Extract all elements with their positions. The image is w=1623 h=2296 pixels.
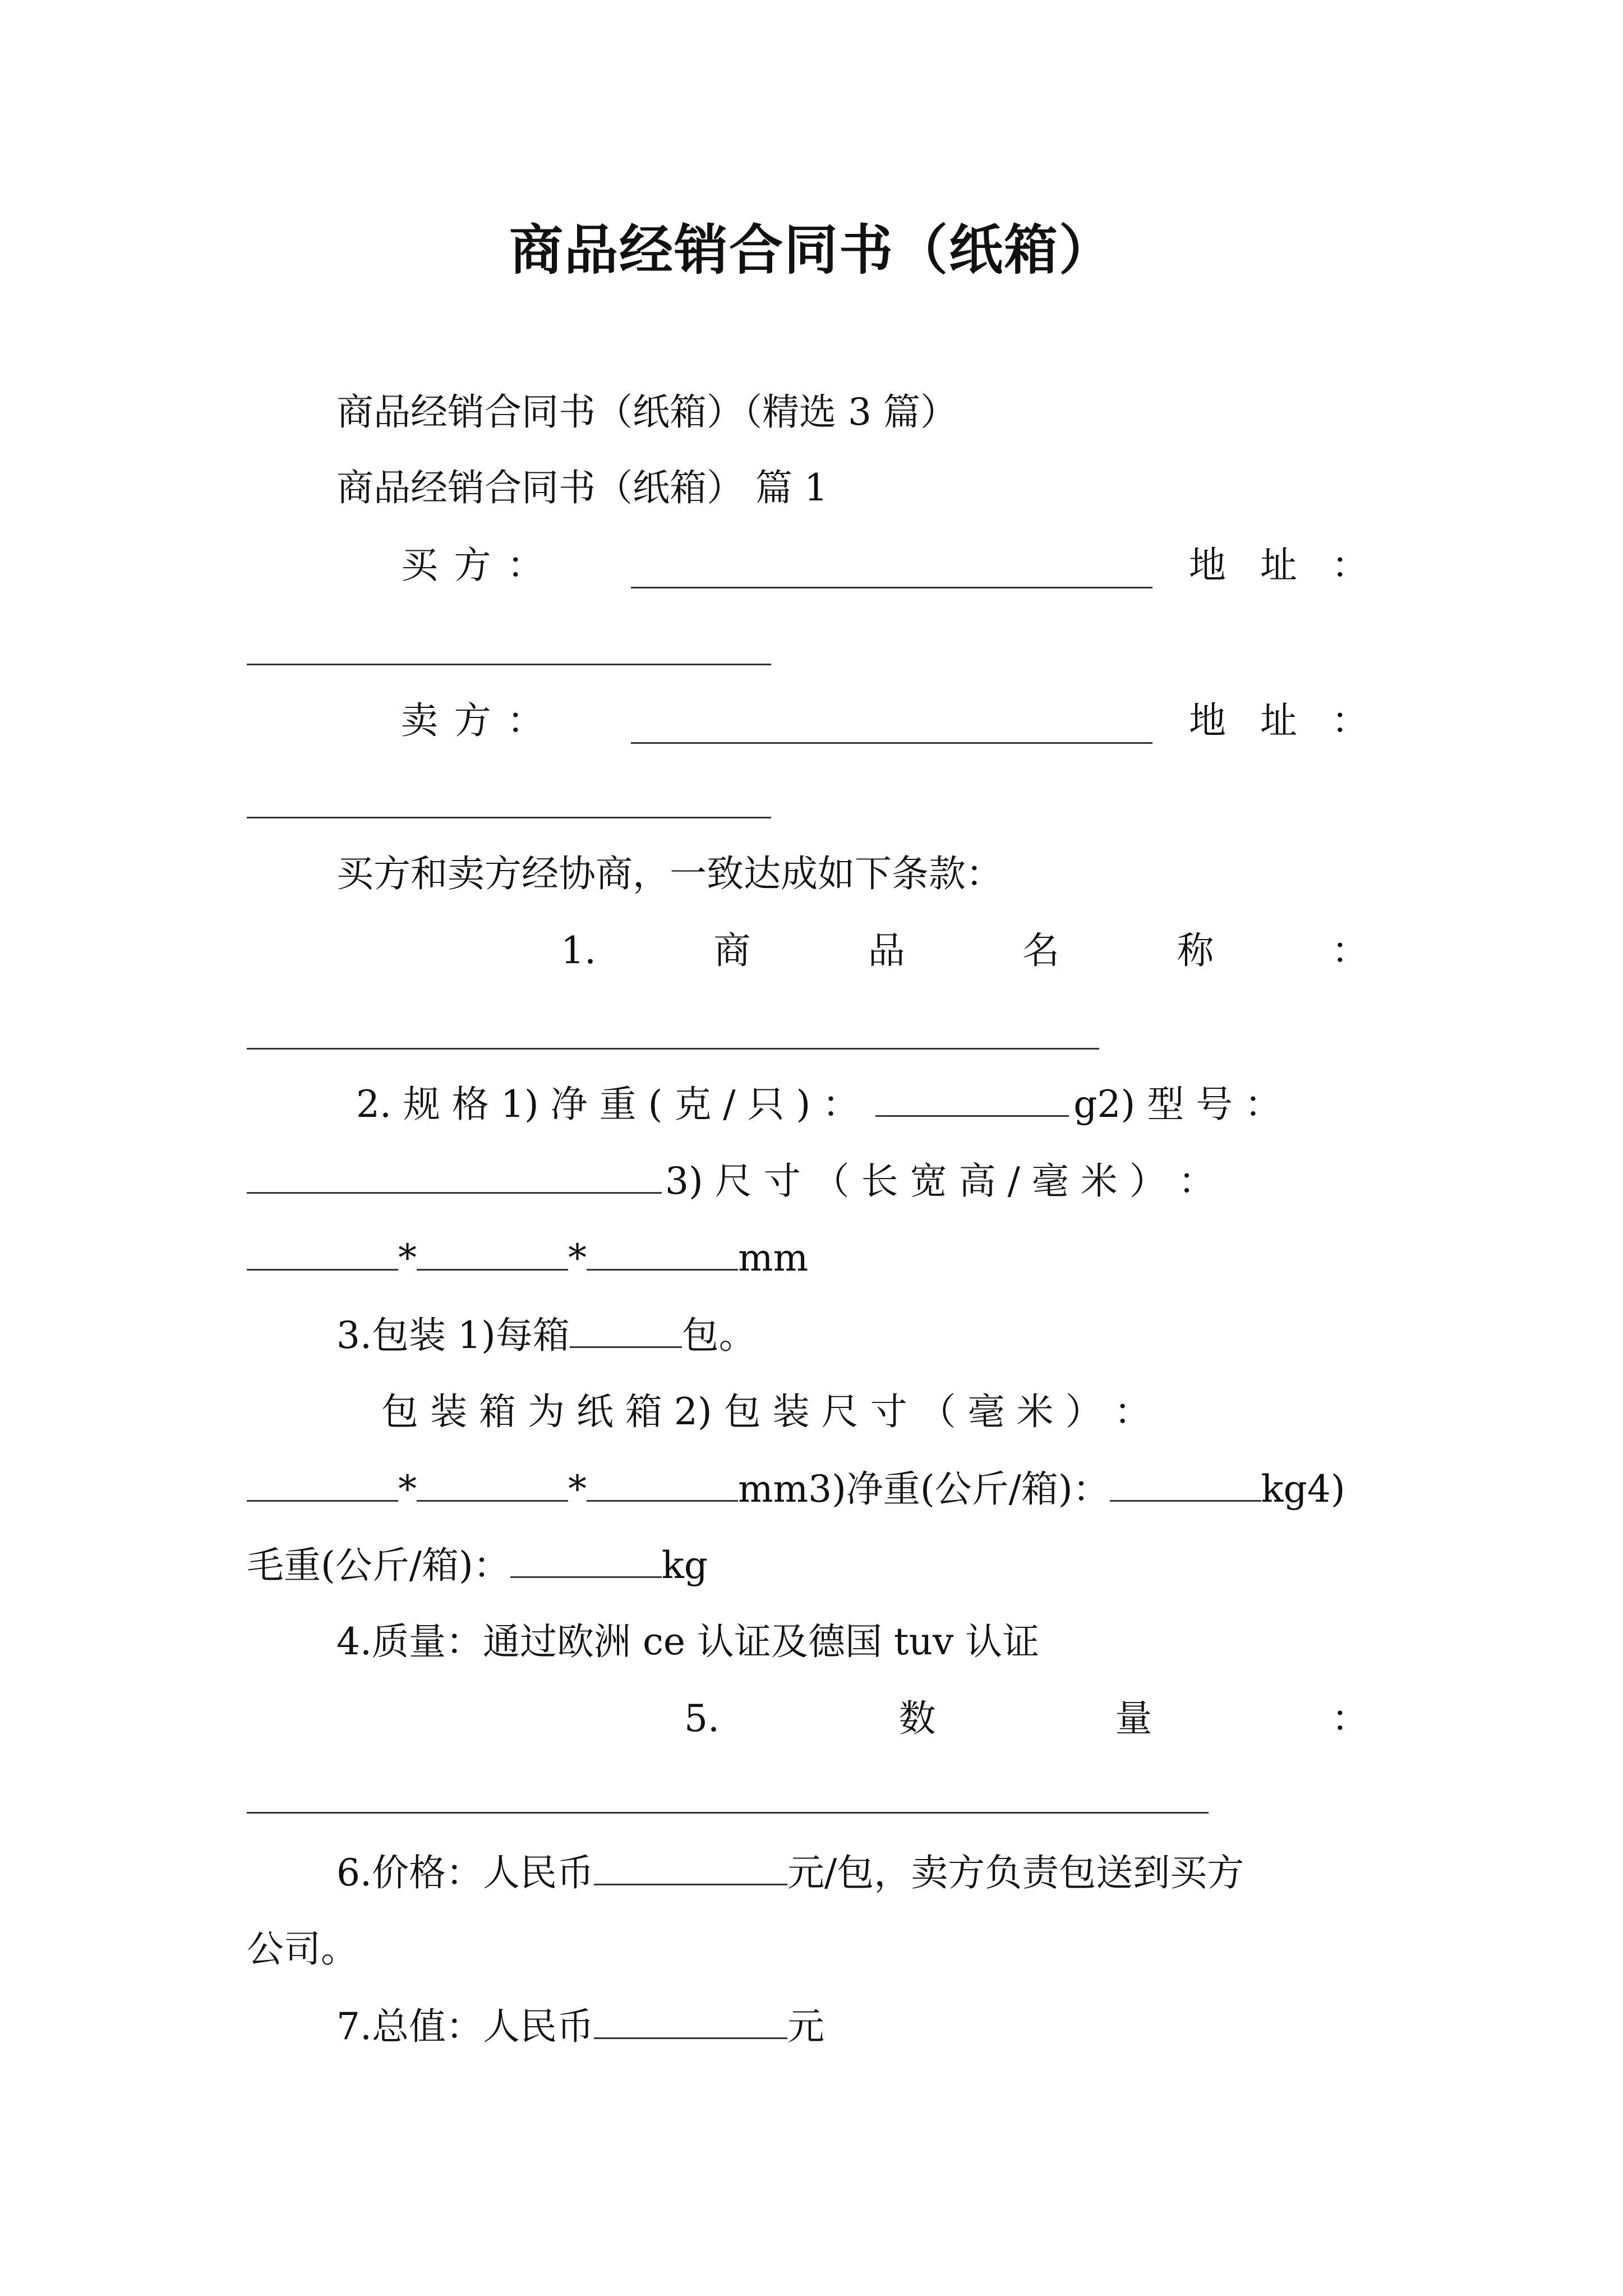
clause2-line3: * * mm bbox=[247, 1235, 808, 1281]
clause1-label: 1. 商 品 名 称 ： bbox=[561, 929, 1368, 972]
box-net-weight-field[interactable] bbox=[1110, 1466, 1261, 1502]
quantity-field[interactable] bbox=[247, 1812, 1209, 1814]
document-title: 商品经销合同书（纸箱） bbox=[509, 218, 1114, 282]
seller-name-field[interactable] bbox=[631, 742, 1152, 744]
clause2-line1: 2. 规 格 1) 净 重 ( 克 / 只 ) ： g2) 型 号 ： bbox=[356, 1083, 1282, 1126]
subtitle: 商品经销合同书（纸箱）（精选 3 篇） bbox=[336, 390, 957, 434]
buyer-name-field[interactable] bbox=[631, 587, 1152, 588]
product-name-field[interactable] bbox=[247, 1048, 1099, 1050]
clause7-line: 7.总值：人民币 元 bbox=[336, 2005, 824, 2048]
section-heading: 商品经销合同书（纸箱） 篇 1 bbox=[336, 466, 828, 509]
length-field[interactable] bbox=[247, 1235, 398, 1271]
total-value-field[interactable] bbox=[594, 2004, 787, 2039]
clause3-line1: 3.包装 1)每箱 包。 bbox=[336, 1314, 756, 1357]
model-field[interactable] bbox=[247, 1158, 662, 1194]
net-weight-field[interactable] bbox=[875, 1082, 1069, 1117]
seller-address-label: 地 址 ： bbox=[1189, 699, 1368, 742]
buyer-address-field[interactable] bbox=[247, 664, 771, 665]
buyer-address-label: 地 址 ： bbox=[1189, 544, 1368, 587]
clause5-label: 5. 数 量 ： bbox=[684, 1697, 1368, 1740]
clause3-line2: 包 装 箱 为 纸 箱 2) 包 装 尺 寸 （ 毫 米 ） ： bbox=[381, 1390, 1151, 1433]
packs-per-box-field[interactable] bbox=[570, 1313, 682, 1348]
seller-label: 卖 方 ： bbox=[401, 699, 544, 742]
clause6-line1: 6.价格：人民币 元/包，卖方负责包送到买方 bbox=[336, 1851, 1244, 1894]
intro-text: 买方和卖方经协商，一致达成如下条款： bbox=[336, 852, 1003, 895]
clause6-line2: 公司。 bbox=[247, 1927, 358, 1971]
width-field[interactable] bbox=[417, 1235, 568, 1271]
height-field[interactable] bbox=[587, 1235, 738, 1271]
clause3-line4: 毛重(公斤/箱)： kg bbox=[247, 1544, 708, 1587]
pack-length-field[interactable] bbox=[247, 1466, 398, 1502]
gross-weight-field[interactable] bbox=[510, 1543, 662, 1578]
unit-price-field[interactable] bbox=[594, 1850, 787, 1885]
clause2-line2: 3) 尺 寸 （ 长 宽 高 / 毫 米 ） ： bbox=[247, 1158, 1215, 1204]
clause3-line3: * * mm3)净重(公斤/箱)： kg4) bbox=[247, 1466, 1345, 1512]
pack-height-field[interactable] bbox=[587, 1466, 738, 1502]
pack-width-field[interactable] bbox=[417, 1466, 568, 1502]
buyer-label: 买 方 ： bbox=[401, 544, 544, 587]
clause4-text: 4.质量：通过欧洲 ce 认证及德国 tuv 认证 bbox=[336, 1620, 1040, 1663]
seller-address-field[interactable] bbox=[247, 817, 771, 818]
